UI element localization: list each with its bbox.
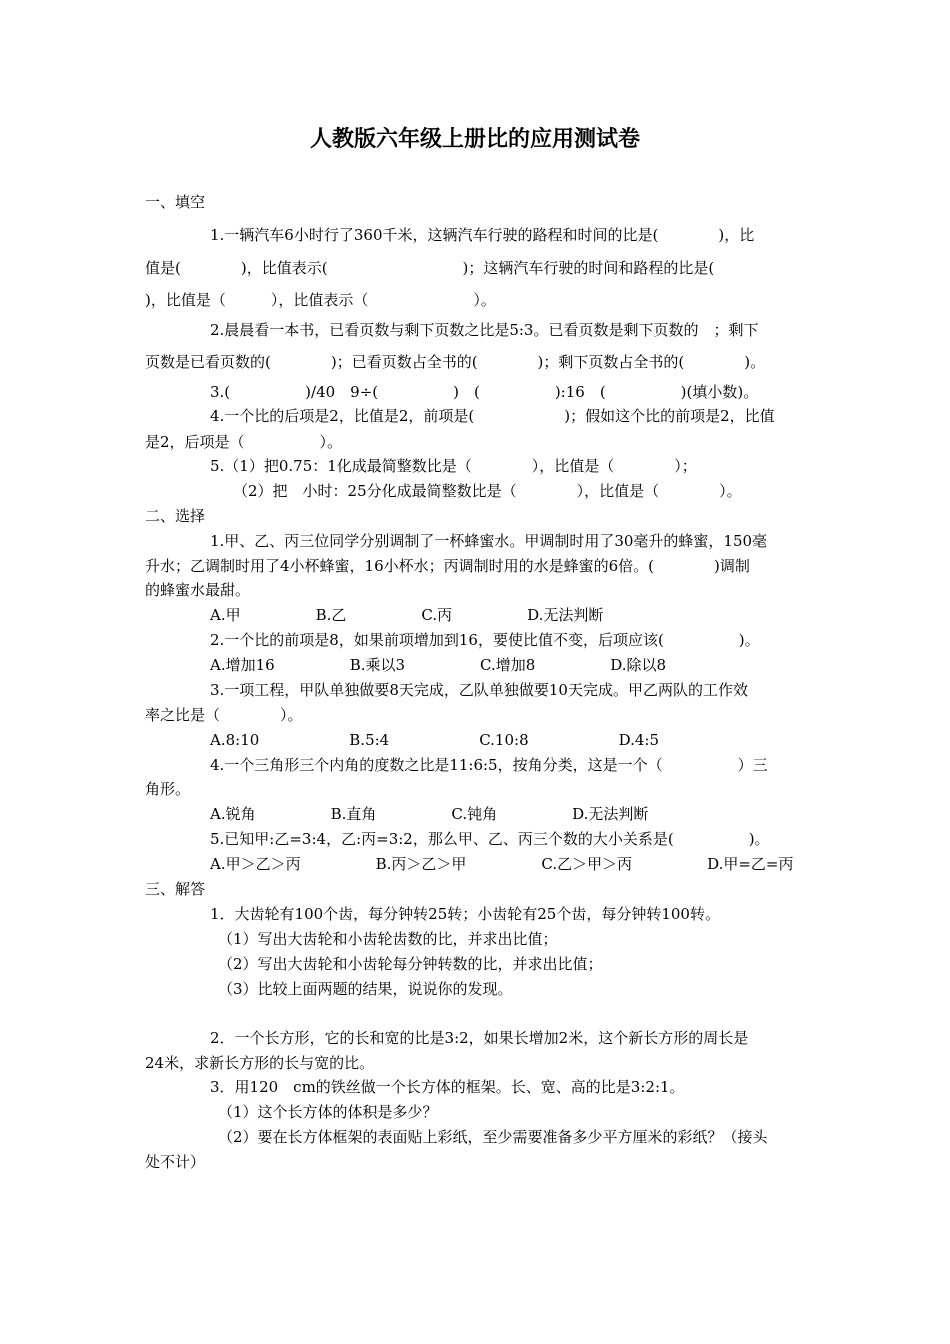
question-line: 2．一个长方形，它的长和宽的比是3:2，如果长增加2米，这个新长方形的周长是	[210, 1029, 749, 1047]
option-line: A.甲 B.乙 C.丙 D.无法判断	[210, 606, 604, 624]
question-line: 2.一个比的前项是8，如果前项增加到16，要使比值不变，后项应该( )。	[210, 631, 760, 649]
question-line: 是2，后项是（ ）。	[145, 433, 343, 451]
option-line: A.甲＞乙＞丙 B.丙＞乙＞甲 C.乙＞甲＞丙 D.甲=乙=丙	[210, 855, 794, 873]
question-line: 率之比是（ ）。	[145, 706, 303, 724]
question-line: 值是( )，比值表示( )；这辆汽车行驶的时间和路程的比是(	[145, 259, 715, 277]
question-line: （2）写出大齿轮和小齿轮每分钟转数的比，并求出比值；	[218, 955, 603, 973]
question-line: 4.一个比的后项是2，比值是2，前项是( )；假如这个比的前项是2，比值	[210, 407, 775, 425]
question-line: 4.一个三角形三个内角的度数之比是11:6:5，按角分类，这是一个（ ）三	[210, 756, 768, 774]
question-line: （2）把 小时：25分化成最简整数比是（ ），比值是（ ）。	[233, 482, 742, 500]
section-heading: 二、选择	[145, 507, 206, 525]
question-line: 处不计）	[145, 1153, 206, 1171]
option-line: A.增加16 B.乘以3 C.增加8 D.除以8	[210, 656, 667, 674]
page-title: 人教版六年级上册比的应用测试卷	[309, 127, 640, 152]
question-line: 的蜂蜜水最甜。	[145, 581, 251, 599]
question-line: 升水；乙调制时用了4小杯蜂蜜，16小杯水；丙调制时用的水是蜂蜜的6倍。( )调制	[145, 557, 750, 575]
question-line: （2）要在长方体框架的表面贴上彩纸，至少需要准备多少平方厘米的彩纸？（接头	[218, 1128, 768, 1146]
question-line: 1.甲、乙、丙三位同学分别调制了一杯蜂蜜水。甲调制时用了30毫升的蜂蜜，150毫	[210, 532, 768, 550]
question-line: 页数是已看页数的( )；已看页数占全书的( )；剩下页数占全书的( )。	[145, 353, 766, 371]
option-line: A.锐角 B.直角 C.钝角 D.无法判断	[210, 805, 649, 823]
question-line: 角形。	[145, 780, 191, 798]
question-line: 5.已知甲:乙=3:4，乙:丙=3:2，那么甲、乙、丙三个数的大小关系是( )。	[210, 830, 770, 848]
section-heading: 三、解答	[145, 880, 206, 898]
question-line: 5.（1）把0.75：1化成最简整数比是（ ），比值是（ ）；	[210, 457, 697, 475]
option-line: A.8:10 B.5:4 C.10:8 D.4:5	[210, 731, 660, 749]
section-heading: 一、填空	[145, 193, 206, 211]
question-line: （3）比较上面两题的结果，说说你的发现。	[218, 980, 513, 998]
question-line: 1.一辆汽车6小时行了360千米，这辆汽车行驶的路程和时间的比是( )，比	[210, 226, 755, 244]
question-line: 3．用120 cm的铁丝做一个长方体的框架。长、宽、高的比是3:2:1。	[210, 1078, 685, 1096]
question-line: 2.晨晨看一本书，已看页数与剩下页数之比是5:3。已看页数是剩下页数的 ；剩下	[210, 321, 759, 339]
question-line: )，比值是（ ），比值表示（ ）。	[145, 291, 496, 309]
question-line: （1）这个长方体的体积是多少？	[218, 1103, 438, 1121]
question-line: 24米，求新长方形的长与宽的比。	[145, 1054, 375, 1072]
question-line: 3.一项工程，甲队单独做要8天完成，乙队单独做要10天完成。甲乙两队的工作效	[210, 681, 748, 699]
question-line: 3.( )/40 9÷( ) ( ):16 ( )(填小数)。	[210, 383, 759, 401]
question-line: （1）写出大齿轮和小齿轮齿数的比，并求出比值；	[218, 930, 558, 948]
question-line: 1．大齿轮有100个齿，每分钟转25转；小齿轮有25个齿，每分钟转100转。	[210, 905, 720, 923]
